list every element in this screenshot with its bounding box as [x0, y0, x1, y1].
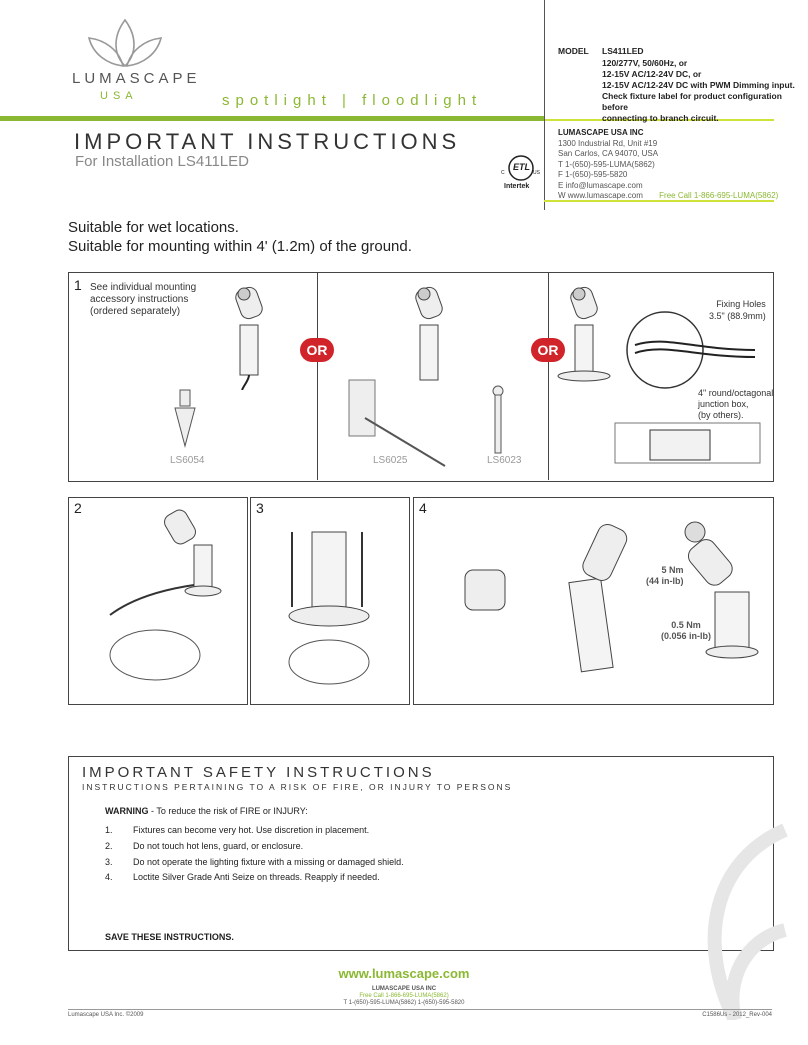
safety-item	[105, 841, 303, 851]
company-info	[558, 128, 778, 202]
step-3-illustration	[262, 512, 402, 697]
fixing-holes-label	[709, 298, 766, 322]
torque-value-2b: (0.056 in-lb)	[661, 631, 712, 641]
step-1-number: 1	[74, 277, 82, 293]
company-web[interactable]: W www.lumascape.com	[558, 191, 643, 200]
product-label-ls6025: LS6025	[373, 455, 408, 466]
model-label: MODEL	[558, 46, 589, 56]
safety-item-text: Do not operate the lighting fixture with a missing or damaged shield.	[133, 857, 404, 867]
tagline: spotlight | floodlight	[222, 92, 483, 109]
step-1-note-line: See individual mounting	[90, 282, 197, 293]
company-address-1: 1300 Industrial Rd, Unit #19	[558, 138, 658, 148]
step-1-note-line: (ordered separately)	[90, 306, 181, 317]
safety-item-text: Fixtures can become very hot. Use discretion in placement.	[133, 825, 370, 835]
fixture-illustration-2	[400, 280, 460, 390]
logo-usa: USA	[100, 90, 138, 102]
warning-text: - To reduce the risk of FIRE or INJURY:	[148, 806, 308, 816]
safety-title: IMPORTANT SAFETY INSTRUCTIONS	[82, 764, 435, 781]
footer-company: LUMASCAPE USA INC	[371, 986, 437, 992]
safety-item-number: 1.	[105, 825, 113, 835]
safety-item-number: 2.	[105, 841, 113, 851]
company-address-2: San Carlos, CA 94070, USA	[558, 149, 659, 158]
safety-item	[105, 857, 404, 867]
page-subtitle: For Installation LS411LED	[75, 153, 249, 170]
company-fax: F 1-(650)-595-5820	[558, 170, 628, 179]
suitable-line: Suitable for mounting within 4' (1.2m) of the ground.	[68, 238, 412, 255]
footer-doc-code: C1586Us - 2012_Rev-004	[702, 1012, 772, 1018]
etl-c: C	[501, 170, 505, 176]
junction-box-line: junction box,	[698, 399, 749, 409]
warning-label: WARNING	[105, 806, 149, 816]
model-spec-line: 120/277V, 50/60Hz, or	[602, 58, 688, 68]
vertical-divider	[544, 0, 545, 210]
etl-us: US	[533, 170, 540, 176]
footer-phone-fax: T 1-(650)-595-LUMA(5862) 1-(650)-595-5820	[343, 1000, 465, 1006]
fixture-illustration-1	[220, 280, 280, 390]
step-1-divider-2	[548, 273, 549, 480]
safety-item	[105, 872, 380, 882]
safety-item-number: 4.	[105, 872, 113, 882]
step-1-divider-1	[317, 273, 318, 480]
torque-label-2	[661, 620, 711, 642]
save-instructions: SAVE THESE INSTRUCTIONS.	[105, 932, 234, 942]
model-spec-line: Check fixture label for product configuration before	[602, 91, 782, 112]
fixing-holes-text: Fixing Holes	[716, 299, 766, 309]
junction-box-line: (by others).	[698, 410, 744, 420]
torque-value-2: 0.5 Nm	[671, 620, 701, 630]
step-4-illustration	[425, 510, 765, 695]
footer-free-call: Free Call 1-866-695-LUMA(5862)	[359, 993, 449, 999]
model-number: LS411LED	[602, 46, 644, 56]
company-email[interactable]: E info@lumascape.com	[558, 180, 643, 190]
footer-rule	[68, 1009, 772, 1010]
model-specs	[602, 58, 808, 124]
step-2-illustration	[90, 505, 240, 695]
green-rule	[0, 116, 544, 121]
torque-value-1b: (44 in-lb)	[646, 576, 684, 586]
lumascape-logo-icon	[85, 18, 165, 68]
product-label-ls6054: LS6054	[170, 455, 205, 466]
company-phone: T 1-(650)-595-LUMA(5862)	[558, 159, 655, 169]
company-free-call: Free Call 1-866-695-LUMA(5862)	[659, 191, 779, 200]
footer-copyright: Lumascape USA Inc. ©2009	[68, 1012, 144, 1018]
safety-item-text: Do not touch hot lens, guard, or enclosure.	[133, 841, 304, 851]
torque-label-1	[646, 565, 684, 587]
suitable-line: Suitable for wet locations.	[68, 219, 239, 236]
model-spec-line: 12-15V AC/12-24V DC, or	[602, 69, 702, 79]
etl-cert-badge	[500, 153, 542, 195]
etl-mark: ETL	[513, 162, 530, 172]
warning-line	[105, 806, 308, 816]
etl-intertek: Intertek	[504, 183, 530, 190]
safety-item	[105, 825, 369, 835]
step-3-number: 3	[256, 500, 264, 516]
step-1-note-line: accessory instructions	[90, 294, 189, 305]
model-spec-line: connecting to branch circuit.	[602, 113, 719, 123]
safety-item-text: Loctite Silver Grade Anti Seize on threads. Reapply if needed.	[133, 872, 380, 882]
product-label-ls6023: LS6023	[487, 455, 522, 466]
fixing-holes-size: 3.5" (88.9mm)	[709, 311, 766, 321]
or-badge-1: OR	[300, 338, 334, 362]
stake-accessory-illustration	[170, 388, 200, 448]
step-2-number: 2	[74, 500, 82, 516]
step-1-note	[90, 282, 196, 318]
step-4-number: 4	[419, 500, 427, 516]
safety-item-number: 3.	[105, 857, 113, 867]
torque-value-1: 5 Nm	[661, 565, 684, 575]
riser-accessory-illustration	[488, 385, 508, 455]
page-title: IMPORTANT INSTRUCTIONS	[74, 129, 461, 154]
or-badge-2: OR	[531, 338, 565, 362]
suitable-notes	[68, 218, 412, 256]
junction-box-line: 4" round/octagonal	[698, 388, 774, 398]
logo-wordmark: LUMASCAPE	[72, 70, 201, 87]
safety-subtitle: INSTRUCTIONS PERTAINING TO A RISK OF FIRE, OR INJURY TO PERSONS	[82, 782, 513, 792]
model-spec-line: 12-15V AC/12-24V DC with PWM Dimming input.	[602, 80, 795, 90]
junction-box-label	[698, 388, 773, 421]
footer-website[interactable]: www.lumascape.com	[338, 966, 470, 981]
company-name: LUMASCAPE USA INC	[558, 128, 644, 137]
